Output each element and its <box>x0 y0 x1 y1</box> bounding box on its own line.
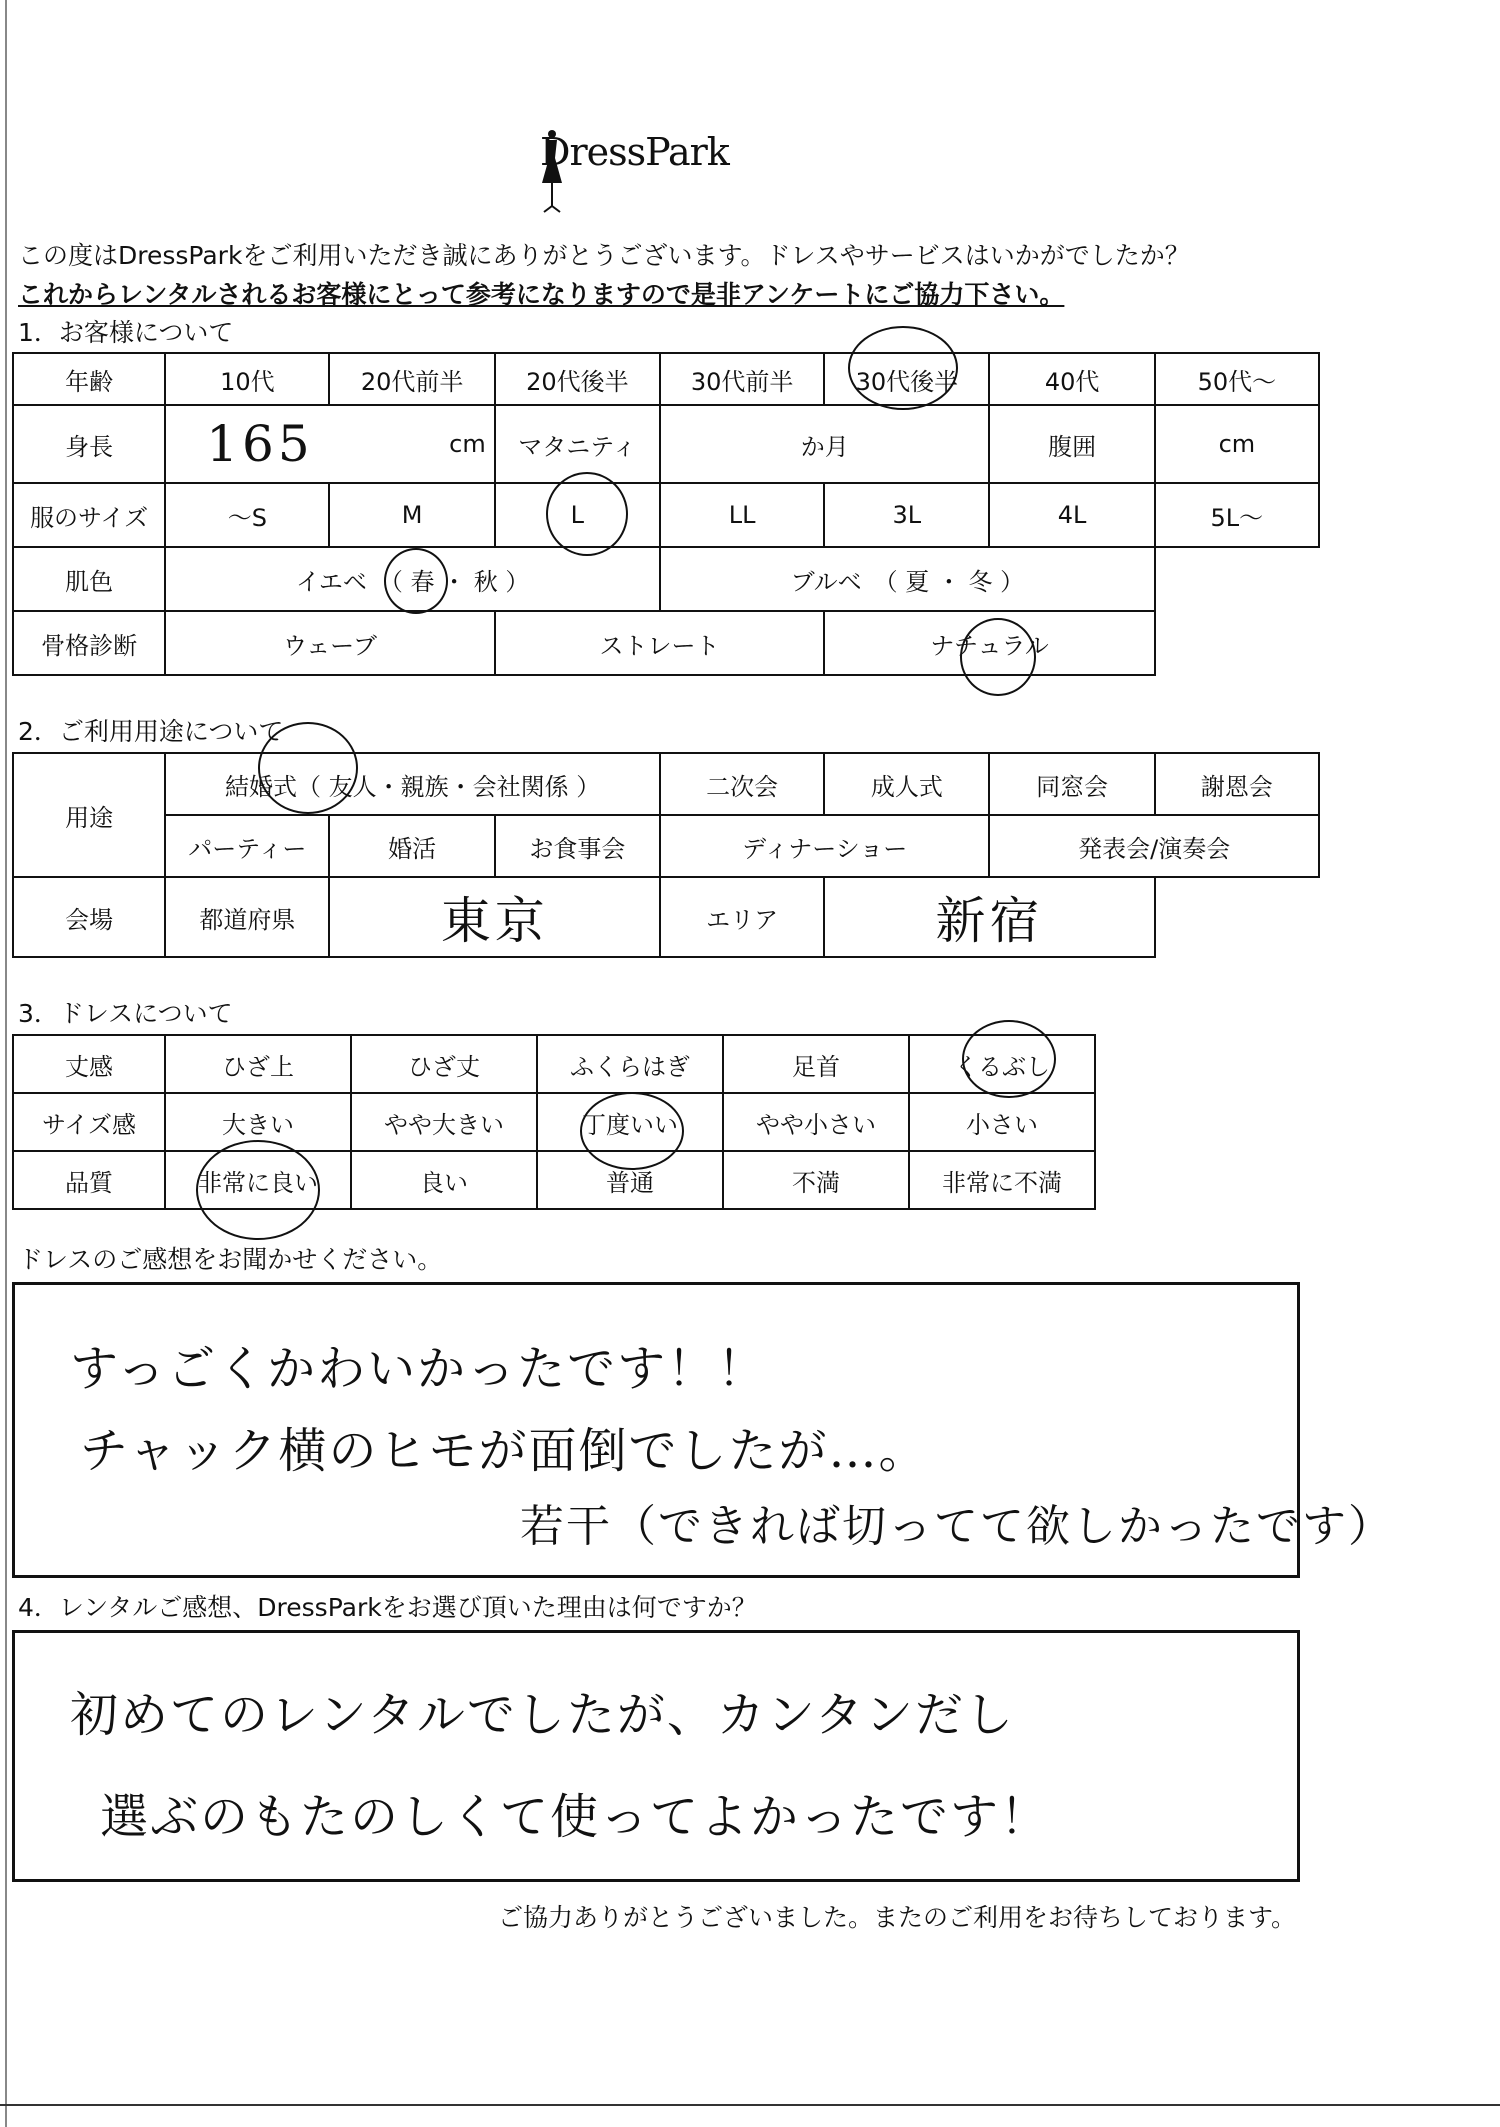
frame-option[interactable]: ストレート <box>495 611 825 675</box>
skin-row <box>13 547 1319 611</box>
fit-label: サイズ感 <box>13 1093 165 1151</box>
height-row <box>13 405 1319 483</box>
frame-option[interactable]: ウェーブ <box>165 611 495 675</box>
age-option-selected[interactable]: 30代後半 <box>824 353 989 405</box>
usage-option[interactable]: ディナーショー <box>660 815 989 877</box>
height-label: 身長 <box>13 405 165 483</box>
closing-message: ご協力ありがとうございました。またのご利用をお待ちしております。 <box>498 1903 1297 1932</box>
length-option[interactable]: ひざ丈 <box>351 1035 537 1093</box>
usage-option[interactable]: 二次会 <box>660 753 824 815</box>
usage-table <box>12 752 1320 958</box>
waist-label: 腹囲 <box>989 405 1154 483</box>
size-option[interactable]: M <box>329 483 494 547</box>
section3-title: 3．ドレスについて <box>18 999 233 1028</box>
page-bottom-rule <box>0 2104 1500 2106</box>
usage-option[interactable]: 同窓会 <box>989 753 1154 815</box>
length-label: 丈感 <box>13 1035 165 1093</box>
size-option[interactable]: 4L <box>989 483 1154 547</box>
usage-option[interactable]: 発表会/演奏会 <box>989 815 1319 877</box>
usage-wedding-selected[interactable]: 結婚式（ 友人・親族・会社関係 ） <box>165 753 660 815</box>
selection-circle <box>848 326 958 410</box>
selection-circle <box>546 472 628 556</box>
age-row <box>13 353 1319 405</box>
quality-option[interactable]: 良い <box>351 1151 537 1209</box>
rental-comment-line: 初めてのレンタルでしたが、カンタンだし <box>70 1687 1015 1743</box>
usage-option[interactable]: パーティー <box>165 815 329 877</box>
dress-comment-line: すっごくかわいかったです！！ <box>70 1341 768 1397</box>
skin-label: 肌色 <box>13 547 165 611</box>
prefecture-field[interactable] <box>329 877 660 957</box>
section4-title: 4．レンタルご感想、DressParkをお選び頂いた理由は何ですか？ <box>18 1593 757 1622</box>
selection-circle <box>196 1140 320 1240</box>
intro-line-2: これからレンタルされるお客様にとって参考になりますので是非アンケートにご協力下さい。 <box>18 280 1065 309</box>
height-unit: cm <box>449 430 486 458</box>
length-option[interactable]: ひざ上 <box>165 1035 351 1093</box>
fit-option[interactable]: やや大きい <box>351 1093 537 1151</box>
usage-label: 用途 <box>13 753 165 877</box>
intro-line-1: この度はDressParkをご利用いただき誠にありがとうございます。ドレスやサービスはいかがでしたか？ <box>18 241 1190 270</box>
prefecture-value: 東京 <box>440 892 549 950</box>
section1-title: 1．お客様について <box>18 318 234 347</box>
quality-option[interactable]: 非常に不満 <box>909 1151 1095 1209</box>
length-option[interactable]: 足首 <box>723 1035 909 1093</box>
maternity-months[interactable]: か月 <box>660 405 990 483</box>
area-field[interactable] <box>824 877 1155 957</box>
logo-text: DressPark <box>540 130 729 174</box>
dress-comment-prompt: ドレスのご感想をお聞かせください。 <box>18 1245 443 1274</box>
age-label: 年齢 <box>13 353 165 405</box>
age-option[interactable]: 20代後半 <box>495 353 660 405</box>
area-label: エリア <box>660 877 824 957</box>
dress-comment-line: 若干（できれば切ってて欲しかったです） <box>520 1501 1394 1552</box>
dress-table <box>12 1034 1096 1210</box>
size-option-selected[interactable]: L <box>495 483 660 547</box>
maternity-label: マタニティ <box>495 405 660 483</box>
selection-circle <box>258 722 358 814</box>
age-option[interactable]: 20代前半 <box>329 353 494 405</box>
usage-option[interactable]: お食事会 <box>495 815 660 877</box>
dress-comment-line: チャック横のヒモが面倒でしたが…。 <box>80 1423 929 1479</box>
fit-option[interactable]: 小さい <box>909 1093 1095 1151</box>
quality-option[interactable]: 不満 <box>723 1151 909 1209</box>
frame-label: 骨格診断 <box>13 611 165 675</box>
selection-circle <box>580 1092 684 1170</box>
frame-row <box>13 611 1319 675</box>
quality-option[interactable]: 普通 <box>537 1151 723 1209</box>
prefecture-label: 都道府県 <box>165 877 329 957</box>
fit-option[interactable]: やや小さい <box>723 1093 909 1151</box>
quality-option-selected[interactable]: 非常に良い <box>165 1151 351 1209</box>
section2-title: 2．ご利用用途について <box>18 717 284 746</box>
size-option[interactable]: 〜S <box>165 483 329 547</box>
customer-table <box>12 352 1320 676</box>
age-option[interactable]: 50代〜 <box>1155 353 1319 405</box>
fit-option[interactable]: 大きい <box>165 1093 351 1151</box>
waist-unit[interactable]: cm <box>1155 405 1319 483</box>
size-label: 服のサイズ <box>13 483 165 547</box>
size-option[interactable]: 3L <box>824 483 989 547</box>
usage-option[interactable]: 婚活 <box>329 815 494 877</box>
age-option[interactable]: 40代 <box>989 353 1154 405</box>
skin-blue-option[interactable]: ブルベ （ 夏 ・ 冬 ） <box>660 547 1155 611</box>
area-value: 新宿 <box>935 892 1044 950</box>
page-edge <box>5 0 7 2127</box>
usage-option[interactable]: 成人式 <box>824 753 989 815</box>
fit-option-selected[interactable]: 丁度いい <box>537 1093 723 1151</box>
size-option[interactable]: LL <box>660 483 824 547</box>
selection-circle <box>962 1020 1056 1098</box>
venue-label: 会場 <box>13 877 165 957</box>
frame-option-selected[interactable]: ナチュラル <box>824 611 1155 675</box>
size-row <box>13 483 1319 547</box>
skin-yellow-option[interactable]: イエベ （ 春 ・ 秋 ） <box>165 547 660 611</box>
size-option[interactable]: 5L〜 <box>1155 483 1319 547</box>
height-cell[interactable] <box>165 405 495 483</box>
quality-label: 品質 <box>13 1151 165 1209</box>
rental-comment-line: 選ぶのもたのしくて使ってよかったです！ <box>100 1789 1051 1845</box>
age-option[interactable]: 10代 <box>165 353 329 405</box>
height-value: 165 <box>206 415 314 473</box>
selection-circle <box>960 618 1036 696</box>
length-option[interactable]: ふくらはぎ <box>537 1035 723 1093</box>
length-option-selected[interactable]: くるぶし <box>909 1035 1095 1093</box>
usage-option[interactable]: 謝恩会 <box>1155 753 1319 815</box>
selection-circle <box>384 548 448 614</box>
age-option[interactable]: 30代前半 <box>660 353 824 405</box>
